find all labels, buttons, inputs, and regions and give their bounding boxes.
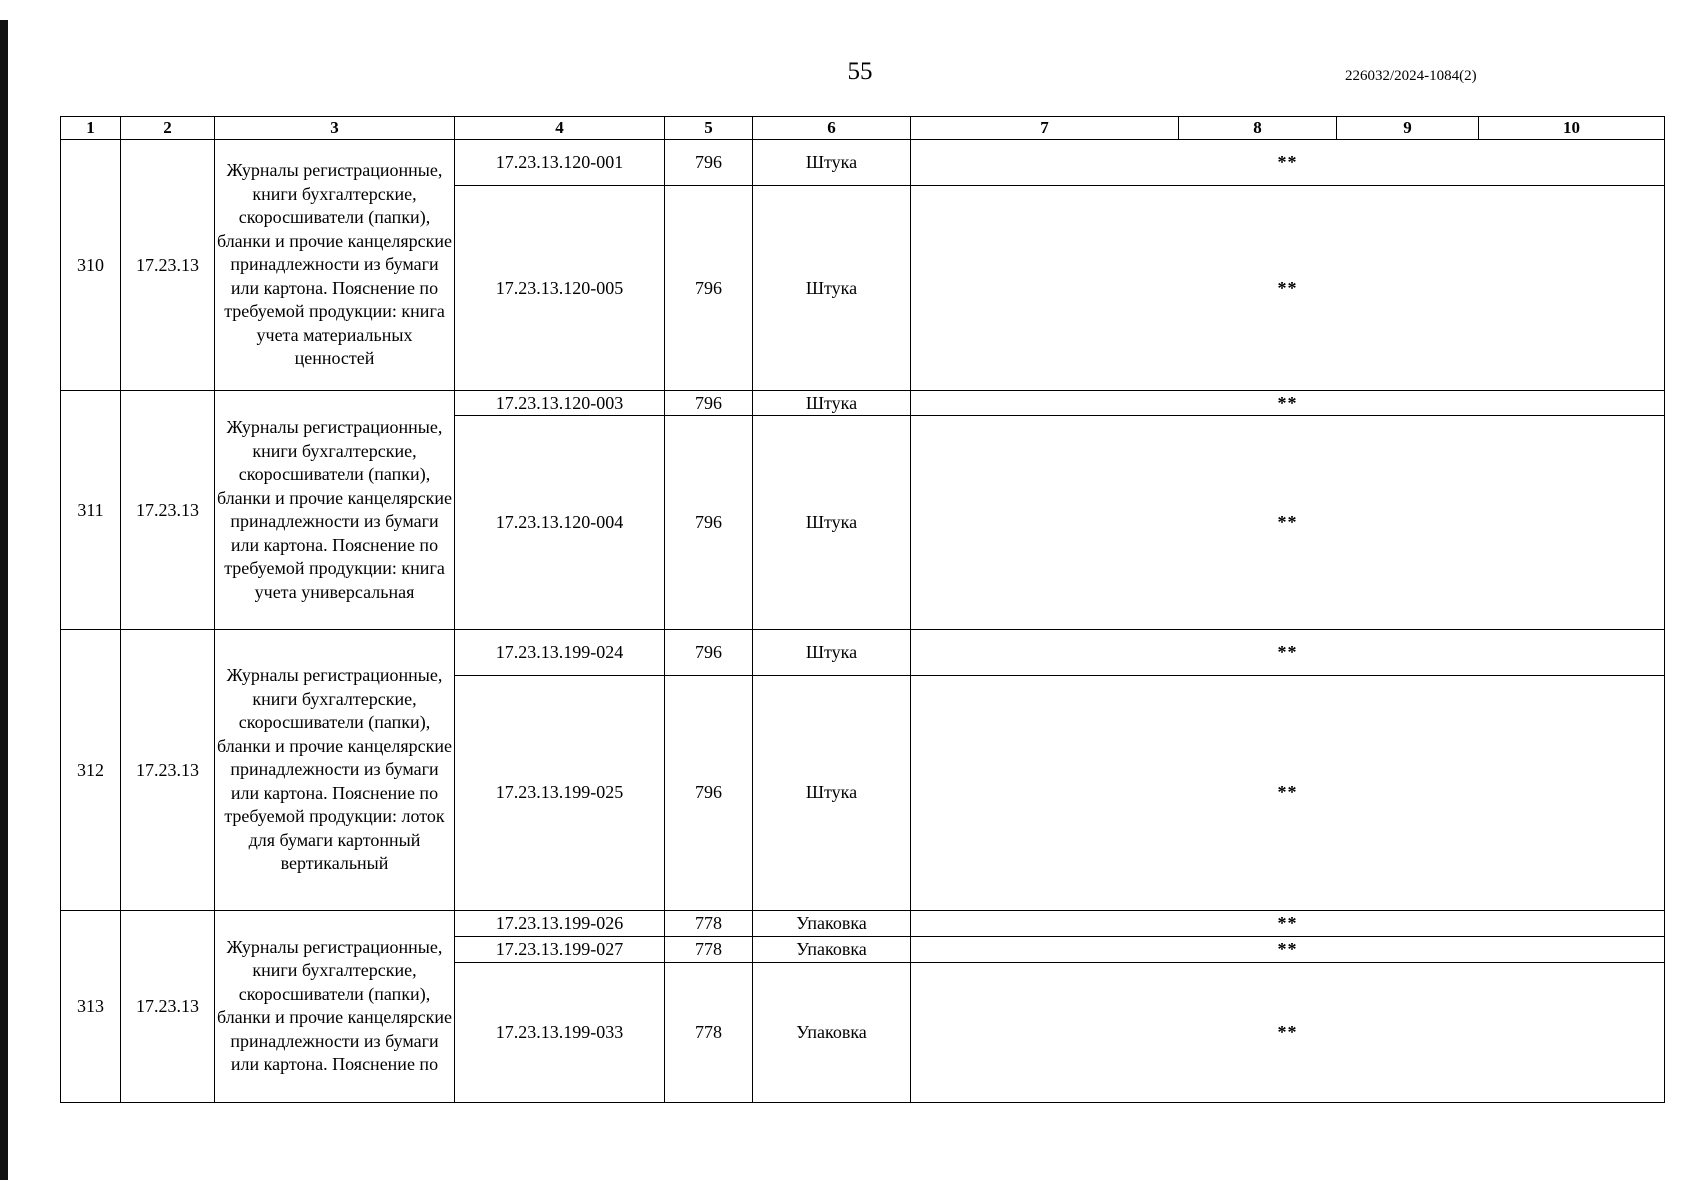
product-description: Журналы регистрационные, книги бухгалтерские, скоросшиватели (папки), бланки и прочие канцелярские принадлежности из бумаги или картона. Пояснение по bbox=[215, 910, 455, 1102]
okpd-code: 17.23.13 bbox=[121, 140, 215, 391]
col-header-8: 8 bbox=[1179, 117, 1337, 140]
ktru-code: 17.23.13.199-026 bbox=[455, 910, 665, 936]
ktru-code: 17.23.13.120-004 bbox=[455, 416, 665, 630]
unit-name: Штука bbox=[753, 630, 911, 676]
okei-code: 778 bbox=[665, 910, 753, 936]
okei-code: 796 bbox=[665, 630, 753, 676]
characteristics-cell: ** bbox=[911, 185, 1665, 391]
row-number: 312 bbox=[61, 630, 121, 910]
product-description: Журналы регистрационные, книги бухгалтерские, скоросшиватели (папки), бланки и прочие канцелярские принадлежности из бумаги или картона. Пояснение по требуемой продукции: книга учета материальных ценностей bbox=[215, 140, 455, 391]
okei-code: 796 bbox=[665, 391, 753, 416]
document-id: 226032/2024-1084(2) bbox=[1345, 68, 1477, 84]
unit-name: Штука bbox=[753, 676, 911, 911]
unit-name: Упаковка bbox=[753, 962, 911, 1102]
characteristics-cell: ** bbox=[911, 910, 1665, 936]
procurement-table bbox=[60, 116, 1665, 1103]
okei-code: 778 bbox=[665, 936, 753, 962]
col-header-3: 3 bbox=[215, 117, 455, 140]
table-row bbox=[61, 910, 1665, 936]
ktru-code: 17.23.13.199-025 bbox=[455, 676, 665, 911]
col-header-6: 6 bbox=[753, 117, 911, 140]
ktru-code: 17.23.13.120-005 bbox=[455, 185, 665, 391]
row-number: 313 bbox=[61, 910, 121, 1102]
row-number: 311 bbox=[61, 391, 121, 630]
okpd-code: 17.23.13 bbox=[121, 630, 215, 910]
ktru-code: 17.23.13.120-001 bbox=[455, 140, 665, 186]
characteristics-cell: ** bbox=[911, 391, 1665, 416]
unit-name: Штука bbox=[753, 416, 911, 630]
col-header-10: 10 bbox=[1479, 117, 1665, 140]
ktru-code: 17.23.13.199-024 bbox=[455, 630, 665, 676]
characteristics-cell: ** bbox=[911, 676, 1665, 911]
unit-name: Штука bbox=[753, 140, 911, 186]
page-number: 55 bbox=[847, 58, 873, 85]
characteristics-cell: ** bbox=[911, 936, 1665, 962]
unit-name: Упаковка bbox=[753, 936, 911, 962]
col-header-2: 2 bbox=[121, 117, 215, 140]
unit-name: Штука bbox=[753, 391, 911, 416]
col-header-1: 1 bbox=[61, 117, 121, 140]
row-number: 310 bbox=[61, 140, 121, 391]
col-header-5: 5 bbox=[665, 117, 753, 140]
unit-name: Штука bbox=[753, 185, 911, 391]
col-header-9: 9 bbox=[1337, 117, 1479, 140]
product-description: Журналы регистрационные, книги бухгалтерские, скоросшиватели (папки), бланки и прочие канцелярские принадлежности из бумаги или картона. Пояснение по требуемой продукции: лоток для бумаги картонный вертикальный bbox=[215, 630, 455, 910]
table-row bbox=[61, 140, 1665, 186]
product-description: Журналы регистрационные, книги бухгалтерские, скоросшиватели (папки), бланки и прочие канцелярские принадлежности из бумаги или картона. Пояснение по требуемой продукции: книга учета универсальная bbox=[215, 391, 455, 630]
col-header-7: 7 bbox=[911, 117, 1179, 140]
okei-code: 796 bbox=[665, 676, 753, 911]
scan-edge bbox=[0, 20, 8, 1180]
table-row bbox=[61, 391, 1665, 416]
header-row bbox=[61, 117, 1665, 140]
characteristics-cell: ** bbox=[911, 962, 1665, 1102]
okpd-code: 17.23.13 bbox=[121, 391, 215, 630]
table-row bbox=[61, 630, 1665, 676]
col-header-4: 4 bbox=[455, 117, 665, 140]
characteristics-cell: ** bbox=[911, 416, 1665, 630]
okei-code: 796 bbox=[665, 140, 753, 186]
okei-code: 796 bbox=[665, 416, 753, 630]
ktru-code: 17.23.13.199-033 bbox=[455, 962, 665, 1102]
ktru-code: 17.23.13.120-003 bbox=[455, 391, 665, 416]
characteristics-cell: ** bbox=[911, 140, 1665, 186]
okei-code: 796 bbox=[665, 185, 753, 391]
okpd-code: 17.23.13 bbox=[121, 910, 215, 1102]
ktru-code: 17.23.13.199-027 bbox=[455, 936, 665, 962]
okei-code: 778 bbox=[665, 962, 753, 1102]
characteristics-cell: ** bbox=[911, 630, 1665, 676]
unit-name: Упаковка bbox=[753, 910, 911, 936]
